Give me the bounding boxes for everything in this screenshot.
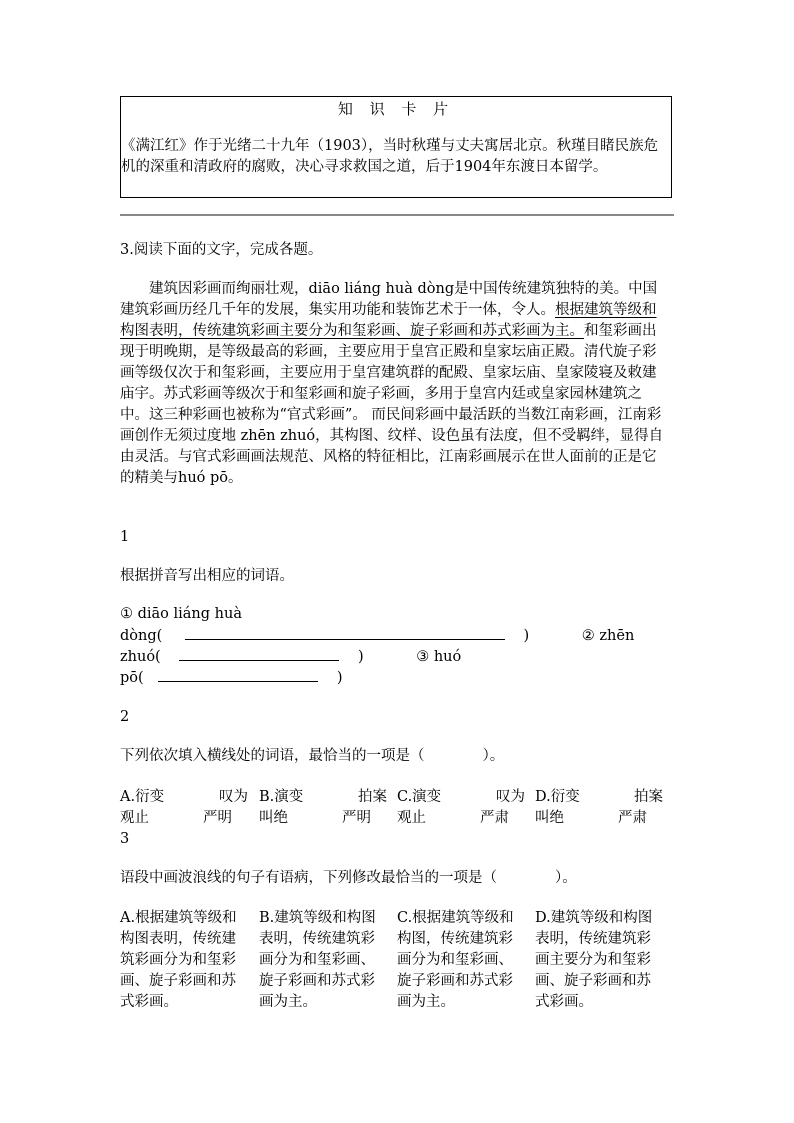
paren-close: ): [336, 670, 343, 686]
sub1-item2-pinyin: ② zhēn: [581, 628, 635, 644]
sub2-number: 2: [120, 709, 130, 725]
passage: [120, 279, 666, 489]
sub2-option-c[interactable]: C.演变 叹为 观止 严肃: [397, 789, 525, 826]
sub3-option-b[interactable]: B.建筑等级和构图 表明，传统建筑彩 画分为和玺彩画、 旋子彩画和苏式彩 画为主。: [259, 910, 376, 1010]
sub2-option-a[interactable]: A.衍变 叹为 观止 严明: [120, 789, 248, 826]
sub1-row2: [120, 625, 634, 647]
sub1-item1-pinyin: ① diāo liáng huà: [120, 606, 242, 622]
divider: [120, 214, 674, 216]
sub3-prompt: 语段中画波浪线的句子有语病，下列修改最恰当的一项是（ ）。: [120, 870, 577, 886]
sub1-item2-pinyin-end: zhuó(: [120, 649, 161, 665]
sub1-item3-pinyin: ③ huó: [416, 649, 462, 665]
sub1-row3: [120, 646, 461, 668]
sub1-number: 1: [120, 529, 130, 545]
knowledge-card-title: 知 识 卡 片: [337, 100, 455, 118]
question-title: 3.阅读下面的文字，完成各题。: [120, 242, 323, 258]
sub3-option-d[interactable]: D.建筑等级和构图 表明，传统建筑彩 画主要分为和玺彩 画、旋子彩画和苏 式彩画。: [535, 910, 653, 1010]
sub2-option-b[interactable]: B.演变 拍案 叫绝 严明: [259, 789, 387, 826]
answer-blank-3[interactable]: [158, 667, 318, 682]
sub1-item3-pinyin-end: pō(: [120, 670, 144, 686]
sub2-prompt: 下列依次填入横线处的词语，最恰当的一项是（ ）。: [120, 748, 505, 764]
sub3-number: 3: [120, 831, 130, 847]
passage-part-1: 建筑因彩画而绚丽壮观，diāo liáng huà dòng是中国传统建筑独特的美。中国建筑彩画历经几千年的发展，集实用功能和装饰艺术于一体，令人。: [120, 281, 658, 318]
sub1-prompt: 根据拼音写出相应的词语。: [120, 568, 294, 584]
sub3-option-c[interactable]: C.根据建筑等级和 构图，传统建筑彩 画分为和玺彩画、 旋子彩画和苏式彩 画为主。: [397, 910, 514, 1010]
answer-blank-1[interactable]: [185, 625, 505, 640]
wavy-sentence: 根据建筑等级和构图表明，传统建筑彩画主要分为和玺彩画、旋子彩画和苏式彩画为主。: [120, 302, 657, 339]
knowledge-card-body: 《满江红》作于光绪二十九年（1903），当时秋瑾与丈夫寓居北京。秋瑾目睹民族危机的深重和清政府的腐败，决心寻求救国之道，后于1904年东渡日本留学。: [121, 138, 659, 175]
sub2-option-d[interactable]: D.衍变 拍案 叫绝 严肃: [535, 789, 663, 826]
sub3-option-a[interactable]: A.根据建筑等级和 构图表明，传统建 筑彩画分为和玺彩 画、旋子彩画和苏 式彩画。: [120, 910, 237, 1010]
passage-part-2: 和玺彩画出现于明晚期，是等级最高的彩画，主要应用于皇宫正殿和皇家坛庙正殿。清代旋子彩画等级仅次于和玺彩画，主要应用于皇宫建筑群的配殿、皇家坛庙、皇家陵寝及敕建庙宇。苏式彩画等级次于和玺彩画和旋子彩画，多用于皇宫内廷或皇家园林建筑之中。这三种彩画也被称为“官式彩画”。 而民间彩画中最活跃的当数江南彩画，江南彩画创作无须过度地 zhēn zhuó，其构图、纹样、设色虽有法度，但不受羁绊，显得自由灵活。与官式彩画画法规范、风格的特征相比，江南彩画展示在世人面前的正是它的精美与huó pō。: [120, 323, 664, 486]
sub1-row4: [120, 667, 343, 689]
sub1-item1-pinyin-end: dòng(: [120, 628, 163, 644]
paren-close: ): [523, 628, 530, 644]
answer-blank-2[interactable]: [179, 646, 339, 661]
paren-close: ): [357, 649, 364, 665]
